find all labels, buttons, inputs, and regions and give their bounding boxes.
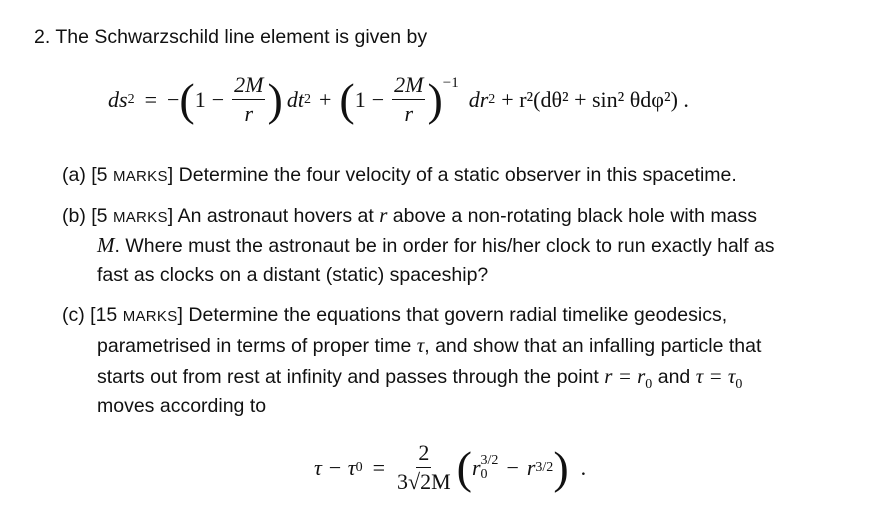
metric-one: 1 [194,86,206,112]
final-r0-sup: 3/2 [480,452,499,468]
part-b-text-2: . Where must the astronaut be in order for his/her clock to run exactly half as [114,235,775,257]
part-c-text-4: moves according to [97,395,267,417]
part-b-text-1b: above a non-rotating black hole with mass [392,205,758,227]
marks-open: [5 [91,205,108,227]
part-c-text-2a: parametrised in terms of proper time [97,335,412,357]
part-b-text-1a: An astronaut hovers at [177,205,374,227]
metric-fraction [232,72,265,127]
metric-plus: + [318,86,332,112]
part-c-and: and [657,366,691,388]
metric-one-2: 1 [354,86,366,112]
fraction-denominator-2: r [404,101,414,126]
problem-heading [34,23,427,52]
final-period: . [580,454,587,480]
part-c-tau-eq: τ = τ [695,364,736,388]
marks-word: MARKS [122,308,178,325]
final-numerator: 2 [416,440,431,468]
metric-lhs: ds [108,86,128,112]
left-paren: ( [179,73,195,125]
metric-angular-part: + r²(dθ² + sin² θdφ²) . [501,86,689,112]
marks-open: [5 [91,164,108,186]
part-b-line-1 [62,201,757,232]
part-b-marks [91,205,173,227]
part-c-tau-sub: 0 [735,377,743,393]
part-b-var-r: r [379,203,388,227]
part-c-r-sub: 0 [645,377,653,393]
final-fraction [397,440,451,495]
part-a-label: (a) [62,164,86,186]
problem-intro: The Schwarzschild line element is given by [55,26,428,48]
part-a-text: Determine the four velocity of a static observer in this spacetime. [178,164,737,186]
marks-close: ] [167,205,174,227]
inverse-exponent: −1 [442,75,459,91]
final-minus: − [506,454,519,480]
final-left-paren: ( [456,441,472,493]
marks-word: MARKS [112,168,168,185]
fraction-numerator-2: 2M [392,72,425,100]
metric-dr: dr [468,86,489,112]
metric-dr-power: 2 [488,91,496,107]
metric-dt: dt [286,86,304,112]
part-b-line-2 [97,231,775,261]
metric-equals: = [144,86,157,112]
part-b-line-3 [97,261,488,290]
part-c-marks [90,304,183,326]
metric-minus-3: − [371,86,385,112]
left-paren-2: ( [339,73,355,125]
metric-fraction-2 [392,72,425,127]
final-equation [314,440,586,495]
part-b-var-m: M [97,233,115,257]
final-r0: r [471,454,481,480]
part-c-line-4 [97,392,266,421]
final-denominator: 3√2M [397,469,451,494]
final-r: r [526,454,536,480]
final-lhs: τ − τ [314,454,356,480]
final-r0-sub: 0 [480,466,488,482]
part-a-marks [91,164,173,186]
final-lhs-sub: 0 [355,459,363,475]
marks-open: [15 [90,304,118,326]
part-c-line-1 [62,301,727,331]
marks-close: ] [177,304,183,326]
part-c-line-2 [97,331,761,361]
part-c-var-tau: τ [416,333,425,357]
part-c-label: (c) [62,304,85,326]
final-r-sup: 3/2 [535,459,554,475]
right-paren: ) [267,73,283,125]
problem-number: 2. [34,26,51,48]
part-b-label: (b) [62,205,86,227]
part-b-text-3: fast as clocks on a distant (static) spaceship? [97,264,489,286]
part-c-text-3a: starts out from rest at infinity and passes through the point [97,366,599,388]
metric-minus-2: − [211,86,225,112]
metric-lhs-power: 2 [127,91,135,107]
metric-equation [108,72,689,127]
right-paren-2: ) [427,73,443,125]
fraction-numerator: 2M [232,72,265,100]
part-c-text-1: Determine the equations that govern radial timelike geodesics, [188,304,728,326]
metric-minus: − [166,86,180,112]
marks-word: MARKS [112,209,168,226]
part-c-r-eq: r = r [604,364,646,388]
final-right-paren: ) [553,441,569,493]
final-equals: = [372,454,386,480]
part-c-text-2b: , and show that an infalling particle that [424,335,762,357]
part-a [62,161,737,191]
metric-dt-power: 2 [303,91,311,107]
marks-close: ] [167,164,174,186]
fraction-denominator: r [244,101,254,126]
